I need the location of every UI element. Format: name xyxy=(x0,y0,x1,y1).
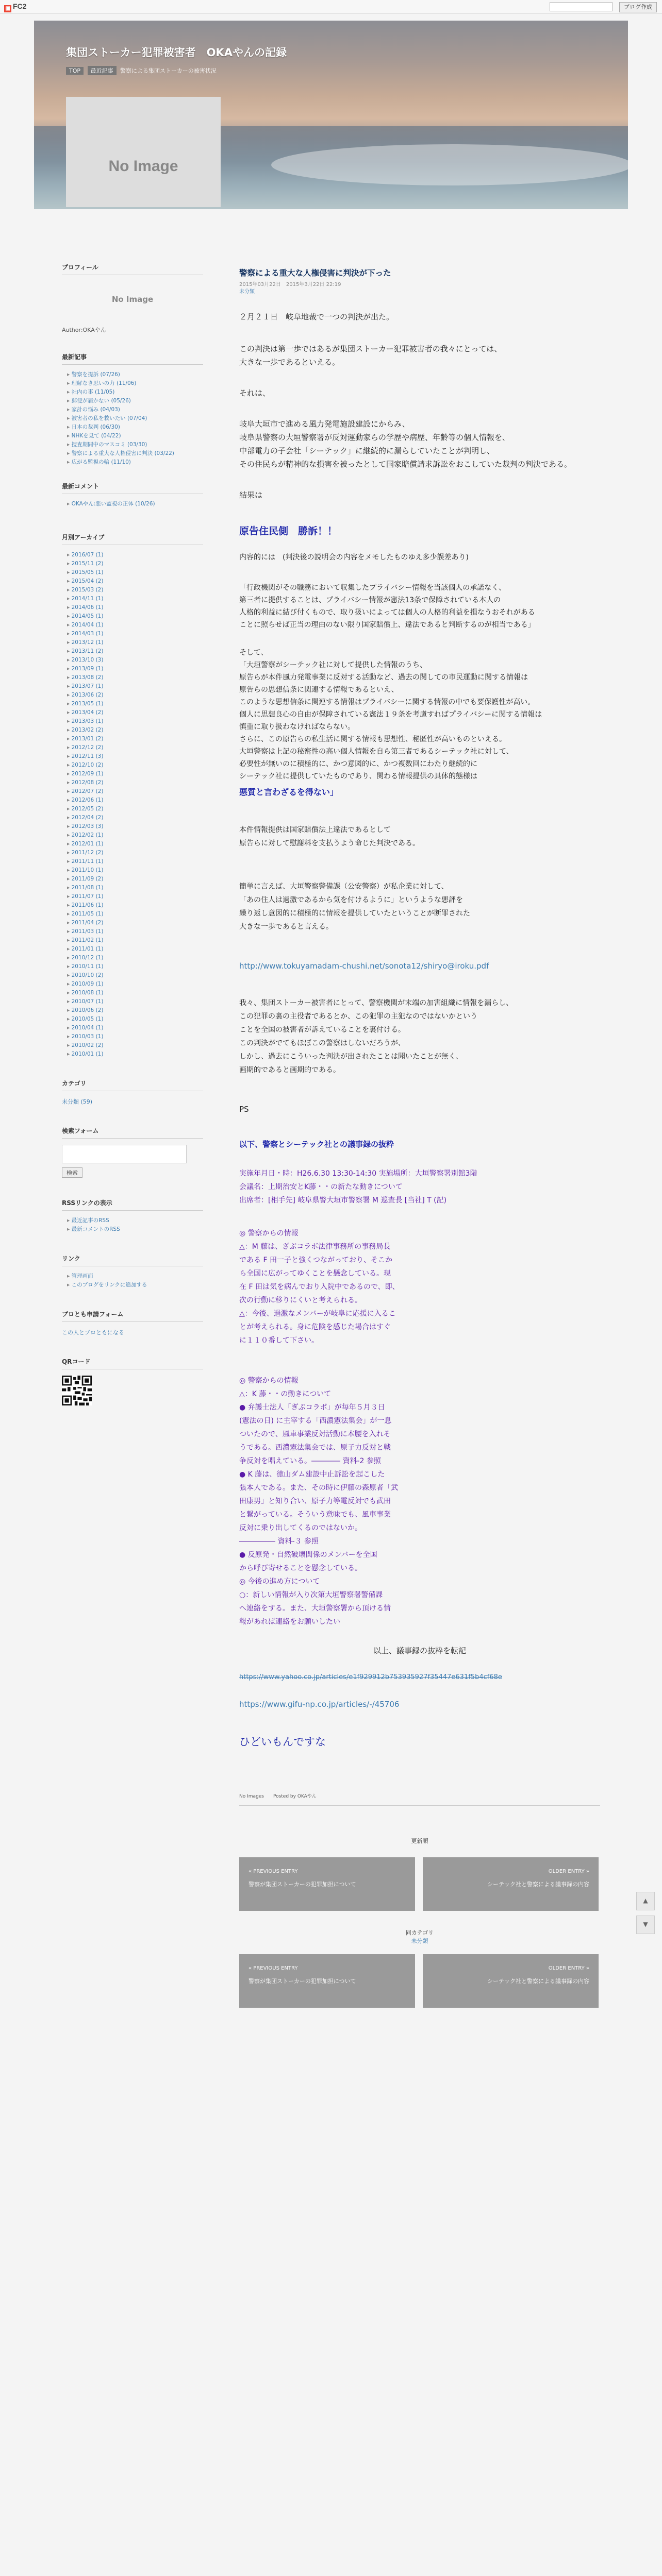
rss-list xyxy=(62,1217,203,1233)
police-info-1: ◎ 警察からの情報 △：M 藤は、ざぶコラボ法律事務所の事務局長 である F 田一子と強くつながっており、そこか ら全国に広がってゆくことを懸念している。現 在 F 田は気を病んでおり入院中であるので、即、 次の行動に移りにくいと考えられる。 △：今後、過激なメンバーが岐阜に応援に入るこ とが考えられる。身に危険を感じた場合はすぐ に１１０番して下さい。 xyxy=(239,1229,400,1345)
archive-link[interactable]: ▸ 2015/11 (2) xyxy=(67,560,203,568)
rss-comments-link[interactable]: ▸ 最新コメントのRSS xyxy=(67,1226,203,1233)
site-title[interactable]: 集団ストーカー犯罪被害者 OKAやんの記録 xyxy=(66,46,287,59)
scroll-up-button[interactable]: ▲ xyxy=(636,1892,655,1910)
judgment-detail: そして、 「大垣警察がシーテック社に対して提供した情報のうち、 原告らが本件風力発電事業に反対する活動など、過去の関しての市民運動に関する情報は 原告らの思想信条に関連する情報であるといえ、 このような思想信条に関連する情報はプライバシーに関する情報の中でも要保護性が高い。 個人に思想良心の自由が保障されている憲法１９条を考慮すればプライバシーに関する情報は 慎重に取り扱わなければならない。 さらに、この原告らの私生活に関する情報も思想性、秘匿性が高いものといえる。 大垣警察は上記の秘密性の高い個人情報を自ら第三者であるシーテック社に対して、 必要性が無いのに積極的に、かつ意図的に、かつ複数回にわたり継続的に シーテック社に提供していたものであり、関わる情報提供の具体的態様は xyxy=(239,649,542,781)
recent-post-link[interactable]: ▸ 捜査期間中のマスコミ (03/30) xyxy=(67,441,203,449)
archive-link[interactable]: ▸ 2015/03 (2) xyxy=(67,586,203,594)
archive-link[interactable]: ▸ 2014/11 (1) xyxy=(67,595,203,603)
search-button[interactable]: 検索 xyxy=(62,1167,82,1178)
tag-recent[interactable]: 最近記事 xyxy=(88,66,117,75)
recent-post-link[interactable]: ▸ 社内の事 (11/05) xyxy=(67,388,203,396)
archive-link[interactable]: ▸ 2010/05 (1) xyxy=(67,1015,203,1023)
archive-link[interactable]: ▸ 2011/07 (1) xyxy=(67,893,203,901)
summary-para: 簡単に言えば、大垣警察警備課（公安警察）が私企業に対して、 「あの住人は過激であるから気を付けるように」というような悪評を 繰り返し意図的に積極的に情報を提供していたということが断罪された 大きな一歩であると言える。 xyxy=(239,883,470,931)
pdf-link[interactable]: http://www.tokuyamadam-chushi.net/sonota12/shiryo@iroku.pdf xyxy=(239,961,489,971)
post-title[interactable]: 警察による重大な人権侵害に判決が下った xyxy=(239,268,391,278)
main-content xyxy=(239,267,600,2008)
archive-link[interactable]: ▸ 2011/03 (1) xyxy=(67,928,203,936)
prev-entry-box[interactable]: « PREVIOUS ENTRY 警察が集団ストーカーの犯罪加担について xyxy=(239,1857,415,1911)
apply-heading: ブロとも申請フォーム xyxy=(62,1310,203,1322)
judgment-quote: 「行政機関がその職務において収集したプライバシー情報を当該個人の承諾なく、 第三者に提供することは、プライバシー情報が憲法13条で保障されている本人の 人格的利益に結び付くもので、取り扱いによっては個人の人格的利益を損なうおそれがある ことに照らせば正当の理由のない限り国家賠償上、違法であると判断するのが相当である」 xyxy=(239,584,535,629)
archive-link[interactable]: ▸ 2011/01 (1) xyxy=(67,945,203,953)
archive-link[interactable]: ▸ 2015/04 (2) xyxy=(67,578,203,585)
archive-link[interactable]: ▸ 2014/03 (1) xyxy=(67,630,203,638)
archive-link[interactable]: ▸ 2012/01 (1) xyxy=(67,840,203,848)
archive-link[interactable]: ▸ 2012/09 (1) xyxy=(67,770,203,778)
archive-link[interactable]: ▸ 2014/04 (1) xyxy=(67,621,203,629)
archive-link[interactable]: ▸ 2010/08 (1) xyxy=(67,989,203,997)
decision-para: 本件情報提供は国家賠償法上違法であるとして 原告らに対して慰謝料を支払うよう命じた判決である。 xyxy=(239,826,420,848)
add-link-link[interactable]: ▸ このブログをリンクに追加する xyxy=(67,1281,203,1289)
profile-no-image: No Image xyxy=(62,281,203,317)
cat-prev-entry-box[interactable]: « PREVIOUS ENTRY 警察が集団ストーカーの犯罪加担について xyxy=(239,1954,415,2008)
minutes-header: 実施年月日・時：H26.6.30 13:30-14:30 実施場所：大垣警察署別館3階 会議名：上期治安とK藤・・の新たな動きについて 出席者：[相手先] 岐阜県警大垣市警察署 M 巡査長 [当社] T (記) xyxy=(239,1170,477,1205)
categories-heading: カテゴリ xyxy=(62,1079,203,1091)
recent-post-link[interactable]: ▸ 郵便が届かない (05/26) xyxy=(67,397,203,405)
archive-link[interactable]: ▸ 2013/03 (1) xyxy=(67,718,203,725)
archive-link[interactable]: ▸ 2011/08 (1) xyxy=(67,884,203,892)
cat-next-entry-box[interactable]: OLDER ENTRY » シーテック社と警察による議事録の内容 xyxy=(423,1954,599,2008)
rss-posts-link[interactable]: ▸ 最近記事のRSS xyxy=(67,1217,203,1225)
tag-description: 警察による集団ストーカーの被害状況 xyxy=(120,67,217,74)
recent-post-link[interactable]: ▸ 日本の裁判 (06/30) xyxy=(67,423,203,431)
recent-post-link[interactable]: ▸ 広がる監視の輪 (11/10) xyxy=(67,459,203,466)
recent-post-link[interactable]: ▸ 警察による重大な人権侵害に判決 (03/22) xyxy=(67,450,203,457)
recent-posts-heading: 最新記事 xyxy=(62,352,203,365)
archive-link[interactable]: ▸ 2014/06 (1) xyxy=(67,604,203,612)
apply-link[interactable]: この人とブロともになる xyxy=(62,1329,124,1336)
same-category-link[interactable]: 未分類 xyxy=(411,1938,428,1944)
site-header xyxy=(34,21,628,209)
recent-comments-heading: 最新コメント xyxy=(62,482,203,494)
fc2-toolbar xyxy=(0,0,662,14)
archive-link[interactable]: ▸ 2012/03 (3) xyxy=(67,823,203,831)
archive-link[interactable]: ▸ 2010/01 (1) xyxy=(67,1050,203,1058)
archive-link[interactable]: ▸ 2011/09 (2) xyxy=(67,875,203,883)
archive-link[interactable]: ▸ 2013/09 (1) xyxy=(67,665,203,673)
same-category-heading: 同カテゴリ xyxy=(405,1929,434,1936)
qr-heading: QRコード xyxy=(62,1357,203,1369)
archive-link[interactable]: ▸ 2010/11 (1) xyxy=(67,963,203,971)
significance-para: 我々、集団ストーカー被害者にとって、警察機関が末端の加害組織に情報を漏らし、 この犯罪の裏の主役者であるとか、この犯罪の主犯なのではないかという ことを全国の被害者が訴えていることを裏付ける。 この判決がでてもほぼこの警察はしないだろうが、 しかし、過去にこういった判決が出されたことは聞いたことが無く、 画期的であると画期的である。 xyxy=(239,999,514,1074)
recent-post-link[interactable]: ▸ 家計の悩み (04/03) xyxy=(67,406,203,414)
fc2-logo[interactable]: ▣ FC2 xyxy=(4,2,26,12)
next-entry-box[interactable]: OLDER ENTRY » シーテック社と警察による議事録の内容 xyxy=(423,1857,599,1911)
archives-heading: 月別アーカイブ xyxy=(62,533,203,545)
qr-code-image xyxy=(62,1376,92,1405)
archive-link[interactable]: ▸ 2010/02 (2) xyxy=(67,1042,203,1049)
archive-link[interactable]: ▸ 2012/07 (2) xyxy=(67,788,203,795)
archive-link[interactable]: ▸ 2013/11 (2) xyxy=(67,648,203,655)
header-no-image: No Image xyxy=(66,97,221,207)
content-intro: 内容的には (判決後の説明会の内容をメモしたものゆえ多少誤差あり) xyxy=(239,553,469,562)
archive-link[interactable]: ▸ 2013/06 (2) xyxy=(67,691,203,699)
archive-link[interactable]: ▸ 2012/10 (2) xyxy=(67,761,203,769)
archive-link[interactable]: ▸ 2011/12 (2) xyxy=(67,849,203,857)
archive-link[interactable]: ▸ 2011/02 (1) xyxy=(67,937,203,944)
archive-link[interactable]: ▸ 2013/02 (2) xyxy=(67,726,203,734)
ps-label: PS xyxy=(239,1105,249,1114)
admin-link[interactable]: ▸ 管理画面 xyxy=(67,1273,203,1280)
nav-heading: 更新順 xyxy=(411,1838,428,1844)
tag-top[interactable]: TOP xyxy=(66,67,84,75)
archive-link[interactable]: ▸ 2012/04 (2) xyxy=(67,814,203,822)
recent-post-link[interactable]: ▸ 理解なき思いの力 (11/06) xyxy=(67,380,203,387)
post-meta xyxy=(239,281,600,296)
archive-link[interactable]: ▸ 2013/07 (1) xyxy=(67,683,203,690)
yahoo-link[interactable]: https://www.yahoo.co.jp/articles/e1f929912b753935927f35447e631f5b4cf68e xyxy=(239,1673,502,1681)
recent-post-link[interactable]: ▸ 被害者の私を救いたい (07/04) xyxy=(67,415,203,422)
archive-link[interactable]: ▸ 2013/01 (2) xyxy=(67,735,203,743)
archive-link[interactable]: ▸ 2014/05 (1) xyxy=(67,613,203,620)
recent-posts-list xyxy=(62,371,203,466)
archive-link[interactable]: ▸ 2012/06 (1) xyxy=(67,796,203,804)
malicious-heading: 悪質と言わざるを得ない」 xyxy=(239,787,339,797)
closing-line: ひどいもんですな xyxy=(239,1736,326,1748)
archive-link[interactable]: ▸ 2010/03 (1) xyxy=(67,1033,203,1041)
recent-comments-list xyxy=(62,500,203,508)
police-info-2: ◎ 警察からの情報 △：K 藤・・の動きについて ● 弁護士法人「ぎぶコラボ」が毎年５月３日 (憲法の日) に主宰する「西濃憲法集会」が一息 ついたので、風車事業反対活動に本腰を入れそ うである。西濃憲法集会では、原子力反対と戦 争反対を唱えている。―――― 資料-2 参照 ● K 藤は、徳山ダム建設中止訴訟を起こした 張本人である。また、その時に伊藤の森原者「武 田康男」と知り合い、原子力等電反対でも武田 と繋がっている。そういう意味でも、風車事業 反対に乗り出してくるのではないか。 ――――― 資料-３ 参照 ● 反原発・自然破壊関係のメンバーを全国 から呼び寄せることを懸念している。 ◎ 今後の進め方について ○：新しい情報が入り次第大垣警察署警備課 へ連絡をする。また、大垣警察署から頂ける情 報があれば連絡をお願いしたい xyxy=(239,1377,398,1626)
category-link[interactable]: 未分類 (59) xyxy=(62,1098,93,1105)
archive-link[interactable]: ▸ 2010/04 (1) xyxy=(67,1024,203,1032)
links-heading: リンク xyxy=(62,1254,203,1266)
archive-link[interactable]: ▸ 2012/11 (3) xyxy=(67,753,203,760)
links-list xyxy=(62,1273,203,1289)
archive-link[interactable]: ▸ 2011/11 (1) xyxy=(67,858,203,866)
archive-link[interactable]: ▸ 2012/02 (1) xyxy=(67,832,203,839)
archive-link[interactable]: ▸ 2012/05 (2) xyxy=(67,805,203,813)
archive-link[interactable]: ▸ 2013/05 (1) xyxy=(67,700,203,708)
evidence-heading: 以下、警察とシーテック社との議事録の抜粋 xyxy=(239,1140,394,1149)
para-4: 岐阜大垣市で進める風力発電施設建設にからみ、 岐阜県警察の大垣警察署が反対運動家らの学歴や病歴、年齢等の個人情報を、 中部電力の子会社「シーテック」に継続的に漏らしていたことが判明し、 その住民らが精神的な損害を被ったとして国家賠償請求訴訟をおこしていた裁判の判決である。 xyxy=(239,419,572,469)
archive-link[interactable]: ▸ 2012/08 (2) xyxy=(67,779,203,787)
profile-author: Author:OKAやん xyxy=(62,327,106,333)
recent-post-link[interactable]: ▸ 警察を提訴 (07/26) xyxy=(67,371,203,379)
archive-link[interactable]: ▸ 2011/10 (1) xyxy=(67,867,203,874)
archive-link[interactable]: ▸ 2010/09 (1) xyxy=(67,980,203,988)
archive-link[interactable]: ▸ 2011/04 (2) xyxy=(67,919,203,927)
archive-link[interactable]: ▸ 2015/05 (1) xyxy=(67,569,203,577)
fc2-search-input[interactable] xyxy=(550,2,613,11)
para-3: それは、 xyxy=(239,388,271,398)
archive-link[interactable]: ▸ 2013/10 (3) xyxy=(67,656,203,664)
recent-post-link[interactable]: ▸ NHKを見て (04/22) xyxy=(67,432,203,440)
archive-link[interactable]: ▸ 2010/06 (2) xyxy=(67,1007,203,1014)
sidebar xyxy=(62,263,203,1408)
header-tags xyxy=(66,66,217,75)
above-note: 以上、議事録の抜粋を転記 xyxy=(373,1646,466,1655)
archive-link[interactable]: ▸ 2011/05 (1) xyxy=(67,910,203,918)
archive-link[interactable]: ▸ 2013/04 (2) xyxy=(67,709,203,717)
rss-heading: RSSリンクの表示 xyxy=(62,1198,203,1211)
archive-link[interactable]: ▸ 2010/07 (1) xyxy=(67,998,203,1006)
post-footer-meta: No Images Posted by OKAやん xyxy=(239,1792,600,1806)
archive-link[interactable]: ▸ 2010/10 (2) xyxy=(67,972,203,979)
post-category[interactable]: 未分類 xyxy=(239,289,255,295)
post-date: 2015年03月22日 2015年3月22日 22:19 xyxy=(239,282,341,287)
archive-link[interactable]: ▸ 2011/06 (1) xyxy=(67,902,203,909)
archive-link[interactable]: ▸ 2012/12 (2) xyxy=(67,744,203,752)
archive-link[interactable]: ▸ 2013/12 (1) xyxy=(67,639,203,647)
search-input[interactable] xyxy=(62,1145,187,1163)
gifu-link[interactable]: https://www.gifu-np.co.jp/articles/-/45706 xyxy=(239,1700,400,1709)
archive-link[interactable]: ▸ 2013/08 (2) xyxy=(67,674,203,682)
nav-row-1 xyxy=(239,1857,600,1911)
para-5: 結果は xyxy=(239,490,263,500)
create-blog-button[interactable]: ブログ作成 xyxy=(619,2,657,12)
comment-item[interactable]: ▸ OKAやん:悪い監視の正体 (10/26) xyxy=(67,500,203,508)
scroll-down-button[interactable]: ▼ xyxy=(636,1916,655,1934)
archive-link[interactable]: ▸ 2010/12 (1) xyxy=(67,954,203,962)
archives-list xyxy=(62,551,203,1058)
verdict-heading: 原告住民側 勝訴！！ xyxy=(239,526,338,537)
archive-link[interactable]: ▸ 2016/07 (1) xyxy=(67,551,203,559)
profile-heading: プロフィール xyxy=(62,263,203,275)
para-1: ２月２１日 岐阜地裁で一つの判決が出た。 xyxy=(239,312,394,321)
nav-row-2 xyxy=(239,1954,600,2008)
para-2: この判決は第一歩ではあるが集団ストーカー犯罪被害者の我々にとっては、 大きな一歩であるといえる。 xyxy=(239,344,502,367)
search-heading: 検索フォーム xyxy=(62,1126,203,1139)
